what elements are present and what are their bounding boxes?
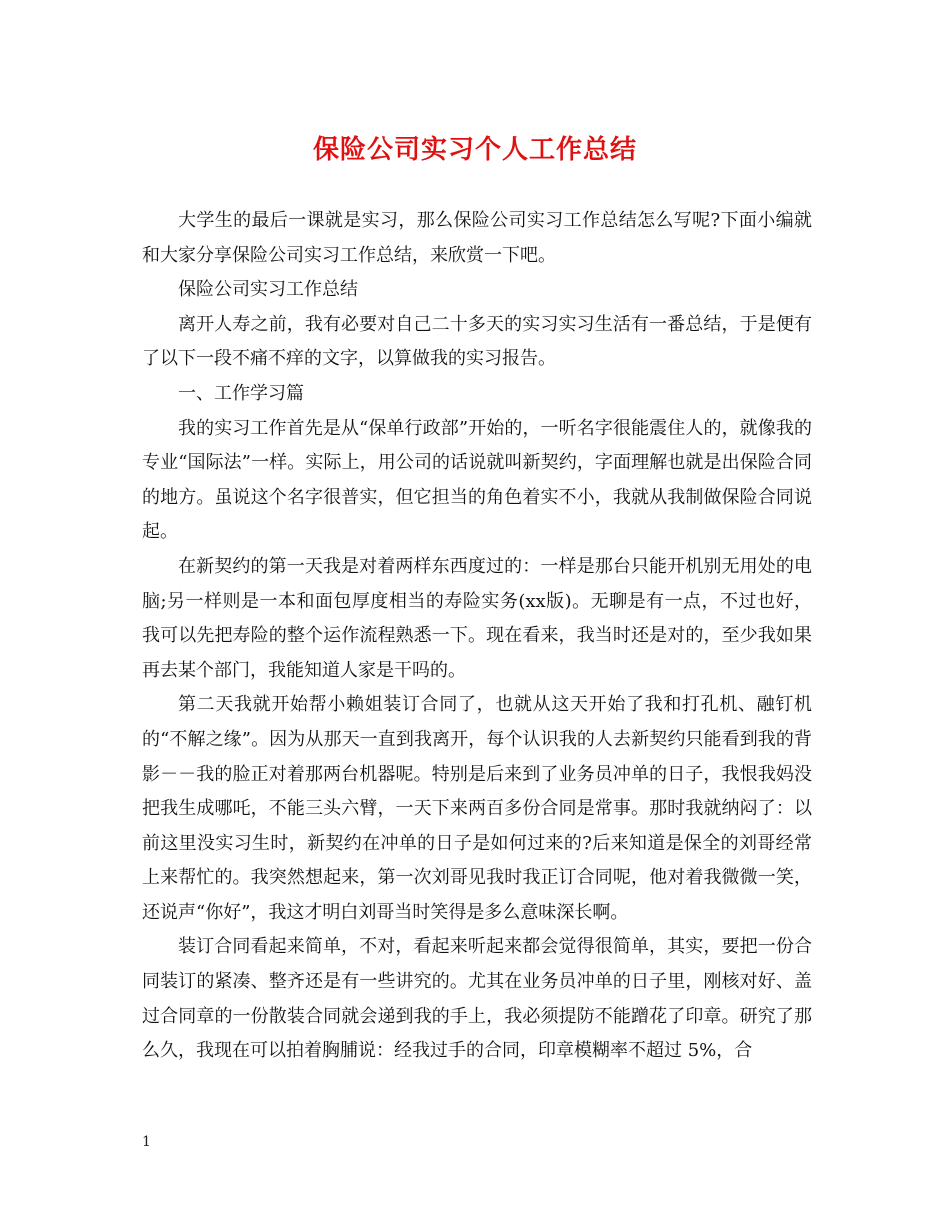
paragraph-body: 装订合同看起来简单，不对，看起来听起来都会觉得很简单，其实，要把一份合同装订的紧凑、整齐还是有一些讲究的。尤其在业务员冲单的日子里，刚核对好、盖过合同章的一份散装合同就会递到我的手上，我必须提防不能蹭花了印章。研究了那么久，我现在可以拍着胸脯说：经我过手的合同，印章模糊率不超过 5%，合	[142, 936, 812, 1062]
paragraph-body: 第二天我就开始帮小赖姐装订合同了，也就从这天开始了我和打孔机、融钉机的“不解之缘”。因为从那天一直到我离开，每个认识我的人去新契约只能看到我的背影－－我的脸正对着那两台机器呢。特别是后来到了业务员冲单的日子，我恨我妈没把我生成哪吒，不能三头六臂，一天下来两百多份合同是常事。那时我就纳闷了：以前这里没实习生时，新契约在冲单的日子是如何过来的?后来知道是保全的刘哥经常上来帮忙的。我突然想起来，第一次刘哥见我时我正订合同呢，他对着我微微一笑，还说声“你好”，我这才明白刘哥当时笑得是多么意味深长啊。	[142, 694, 812, 923]
paragraph-opening: 离开人寿之前，我有必要对自己二十多天的实习实习生活有一番总结，于是便有了以下一段不痛不痒的文字，以算做我的实习报告。	[142, 313, 812, 370]
paragraph-intro: 大学生的最后一课就是实习，那么保险公司实习工作总结怎么写呢?下面小编就和大家分享保险公司实习工作总结，来欣赏一下吧。	[142, 210, 812, 266]
paragraph-body: 在新契约的第一天我是对着两样东西度过的：一样是那台只能开机别无用处的电脑;另一样则是一本和面包厚度相当的寿险实务(xx版)。无聊是有一点，不过也好，我可以先把寿险的整个运作流程熟悉一下。现在看来，我当时还是对的，至少我如果再去某个部门，我能知道人家是干吗的。	[142, 555, 812, 681]
section-heading: 一、工作学习篇	[178, 382, 304, 404]
document-body	[142, 204, 812, 1069]
page-number: 1	[142, 1134, 151, 1150]
document-title: 保险公司实习个人工作总结	[312, 135, 637, 165]
paragraph-subtitle: 保险公司实习工作总结	[178, 279, 358, 301]
paragraph-body: 我的实习工作首先是从“保单行政部”开始的，一听名字很能震住人的，就像我的专业“国际法”一样。实际上，用公司的话说就叫新契约，字面理解也就是出保险合同的地方。虽说这个名字很普实，但它担当的角色着实不小，我就从我制做保险合同说起。	[142, 417, 812, 543]
